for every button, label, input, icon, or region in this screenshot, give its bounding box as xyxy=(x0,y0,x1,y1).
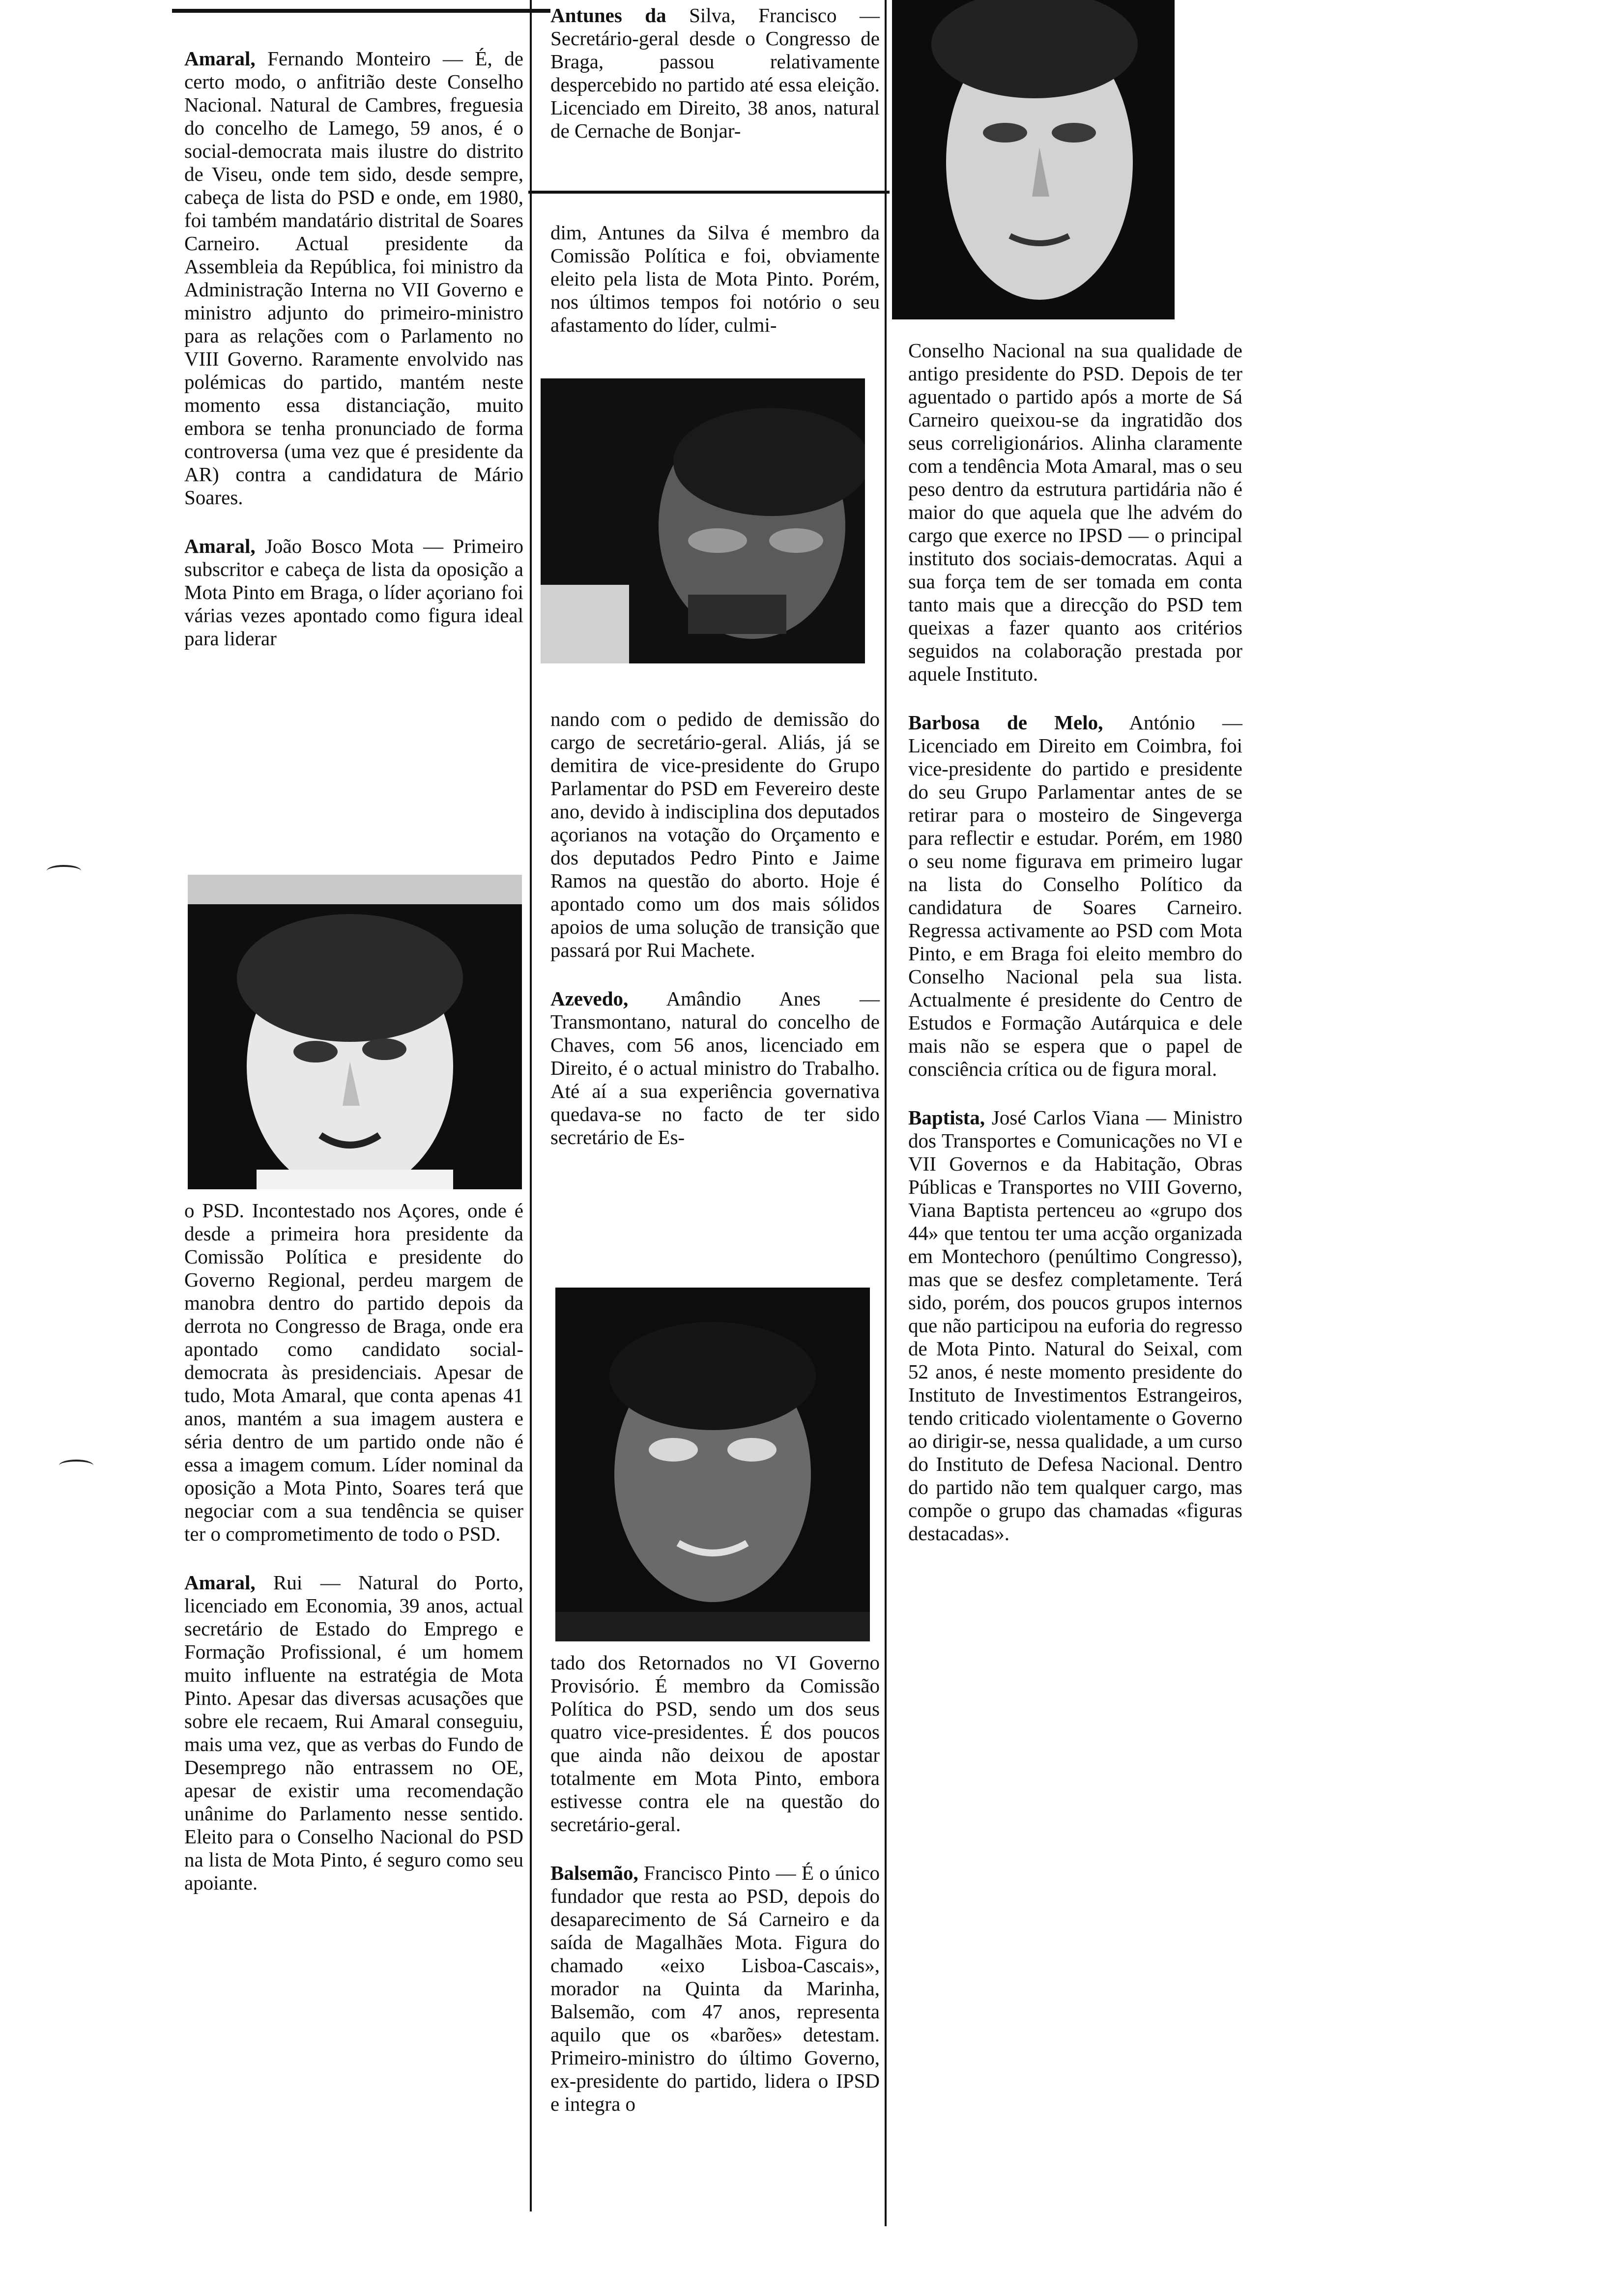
entry-azevedo-cont: tado dos Retornados no VI Governo Provisório. É membro da Comissão Política do PSD, sendo um dos seus quatro vice-presidentes. É dos poucos que ainda não deixou de apostar totalmente em Mota Pinto, embora estivesse contra ele na questão do secretário-geral. xyxy=(550,1651,880,1836)
margin-mark xyxy=(59,1460,93,1471)
entry-antunes xyxy=(550,4,880,143)
column-rule-2 xyxy=(885,0,887,2226)
photo-mota-amaral xyxy=(188,875,522,1189)
entry-name: Baptista, xyxy=(908,1106,985,1129)
entry-name: Antunes da xyxy=(550,4,666,27)
entry-text: José Carlos Viana — Ministro dos Transportes e Comunicações no VI e VII Governos e da Habitação, Obras Públicas e Transportes no VIII Governo, Viana Baptista pertenceu ao «grupo dos 44» que tentou ter uma acção organizada em Montechoro (penúltimo Congresso), mas que se desfez completamente. Terá sido, porém, dos poucos grupos internos que não participou na euforia do regresso de Mota Pinto. Natural do Seixal, com 52 anos, é neste momento presidente do Instituto de Investimentos Estrangeiros, tendo criticado violentamente o Governo ao dirigir-se, nessa qualidade, a um curso do Instituto de Defesa Nacional. Dentro do partido não tem qualquer cargo, mas compõe o grupo das chamadas «figuras destacadas». xyxy=(908,1106,1242,1545)
entry-text: Francisco Pinto — É o único fundador que resta ao PSD, depois do desaparecimento de Sá Carneiro e da saída de Magalhães Mota. Figura do chamado «eixo Lisboa-Cascais», morador na Quinta da Marinha, Balsemão, com 47 anos, representa aquilo que os «barões» detestam. Primeiro-ministro do último Governo, ex-presidente do partido, lidera o IPSD e integra o xyxy=(550,1862,880,2115)
entry-baptista xyxy=(908,1106,1242,1545)
antunes-divider xyxy=(528,191,890,194)
top-rule-left xyxy=(172,9,550,13)
entry-barbosa xyxy=(908,711,1242,1081)
column-rule-1 xyxy=(530,0,532,2211)
entry-name: Amaral, xyxy=(184,535,256,557)
entry-name: Amaral, xyxy=(184,47,256,70)
entry-name: Amaral, xyxy=(184,1571,256,1594)
column-2-c xyxy=(550,708,880,1149)
entry-balsemao-cont: Conselho Nacional na sua qualidade de antigo presidente do PSD. Depois de ter aguentado o partido após a morte de Sá Carneiro queixou-se da ingratidão dos seus correligionários. Alinha claramente com a tendência Mota Amaral, mas o seu peso dentro da estrutura partidária não é maior do que aquela que lhe advém do cargo que exerce no IPSD — o principal instituto dos sociais-democratas. Aqui a sua força tem de ser tomada em conta tanto mais que a direcção do PSD tem queixas a fazer quanto aos critérios seguidos na colaboração prestada por aquele Instituto. xyxy=(908,339,1242,685)
portrait-image xyxy=(541,378,865,663)
entry-text: António — Licenciado em Direito em Coimbra, foi vice-presidente do partido e presidente do seu Grupo Parlamentar antes de se retirar para o mosteiro de Singeverga para reflectir e estudar. Porém, em 1980 o seu nome figurava em primeiro lugar na lista do Conselho Político da candidatura de Soares Carneiro. Regressa activamente ao PSD com Mota Pinto, e em Braga foi eleito membro do Conselho Nacional pela sua lista. Actualmente é presidente do Centro de Estudos e Formação Autárquica e dele mais não se espera que o papel de consciência crítica ou de figura moral. xyxy=(908,711,1242,1080)
column-2-d xyxy=(550,1651,880,2116)
photo-antunes-da-silva xyxy=(541,378,865,663)
entry-balsemao xyxy=(550,1862,880,2116)
entry-name: Balsemão, xyxy=(550,1862,638,1884)
entry-text: Amândio Anes — Transmontano, natural do concelho de Chaves, com 56 anos, licenciado em Direito, é o actual ministro do Trabalho. Até aí a sua experiência governativa quedava-se no facto de ter sido secretário de Es- xyxy=(550,987,880,1148)
entry-amaral-fernando xyxy=(184,47,523,509)
portrait-image xyxy=(892,0,1175,319)
column-1 xyxy=(184,47,523,650)
entry-antunes-cont1: dim, Antunes da Silva é membro da Comissão Política e foi, obviamente eleito pela lista de Mota Pinto. Porém, nos últimos tempos foi notório o seu afastamento do líder, culmi- xyxy=(550,221,880,336)
column-2 xyxy=(550,4,880,143)
entry-text: Rui — Natural do Porto, licenciado em Economia, 39 anos, actual secretário de Estado do Emprego e Formação Profissional, é um homem muito influente na estratégia de Mota Pinto. Apesar das diversas acusações que sobre ele recaem, Rui Amaral conseguiu, mais uma vez, que as verbas do Fundo de Desemprego não entrassem no OE, apesar de existir uma recomendação unânime do Parlamento nesse sentido. Eleito para o Conselho Nacional do PSD na lista de Mota Pinto, é seguro como seu apoiante. xyxy=(184,1571,523,1894)
entry-amaral-joao-cont: o PSD. Incontestado nos Açores, onde é desde a primeira hora presidente da Comissão Política e presidente do Governo Regional, perdeu margem de manobra dentro do partido depois da derrota no Congresso de Braga, onde era apontado como candidato social-democrata às presidenciais. Apesar de tudo, Mota Amaral, que conta apenas 41 anos, mantém a sua imagem austera e séria dentro de um partido onde não é essa a imagem comum. Líder nominal da oposição a Mota Pinto, Soares terá que negociar com a sua tendência se quiser ter o comprometimento de todo o PSD. xyxy=(184,1199,523,1545)
column-3 xyxy=(908,339,1242,1545)
entry-azevedo xyxy=(550,987,880,1149)
entry-amaral-joao xyxy=(184,535,523,650)
entry-text: Fernando Monteiro — É, de certo modo, o anfitrião deste Conselho Nacional. Natural de Cambres, freguesia do concelho de Lamego, 59 anos, é o social-democrata mais ilustre do distrito de Viseu, onde tem sido, desde sempre, cabeça de lista do PSD e onde, em 1980, foi também mandatário distrital de Soares Carneiro. Actual presidente da Assembleia da República, foi ministro da Administração Interna no VII Governo e ministro adjunto do primeiro-ministro para as relações com o Parlamento no VIII Governo. Raramente envolvido nas polémicas do partido, mantém neste momento essa distanciação, muito embora se tenha pronunciado de forma controversa (uma vez que é presidente da AR) contra a candidatura de Mário Soares. xyxy=(184,47,523,509)
photo-balsemao xyxy=(892,0,1175,319)
entry-name: Barbosa de Melo, xyxy=(908,711,1103,734)
photo-azevedo xyxy=(555,1288,870,1641)
portrait-image xyxy=(555,1288,870,1641)
portrait-image xyxy=(188,875,522,1189)
entry-antunes-cont2: nando com o pedido de demissão do cargo de secretário-geral. Aliás, já se demitira de vice-presidente do Grupo Parlamentar do PSD em Fevereiro deste ano, devido à indisciplina dos deputados açorianos na votação do Orçamento e dos deputados Pedro Pinto e Jaime Ramos na questão do aborto. Hoje é apontado como um dos mais sólidos apoios de uma solução de transição que passará por Rui Machete. xyxy=(550,708,880,961)
column-1-continued xyxy=(184,1199,523,1894)
entry-name: Azevedo, xyxy=(550,987,629,1010)
margin-mark xyxy=(47,865,81,877)
entry-text: Silva, Francisco — Secretário-geral desde o Congresso de Braga, passou relativamente despercebido no partido até essa eleição. Licenciado em Direito, 38 anos, natural de Cernache de Bonjar- xyxy=(550,4,880,142)
entry-amaral-rui xyxy=(184,1571,523,1894)
entry-text: João Bosco Mota — Primeiro subscritor e cabeça de lista da oposição a Mota Pinto em Braga, o líder açoriano foi várias vezes apontado como figura ideal para liderar xyxy=(184,535,523,650)
column-2-b xyxy=(550,221,880,337)
